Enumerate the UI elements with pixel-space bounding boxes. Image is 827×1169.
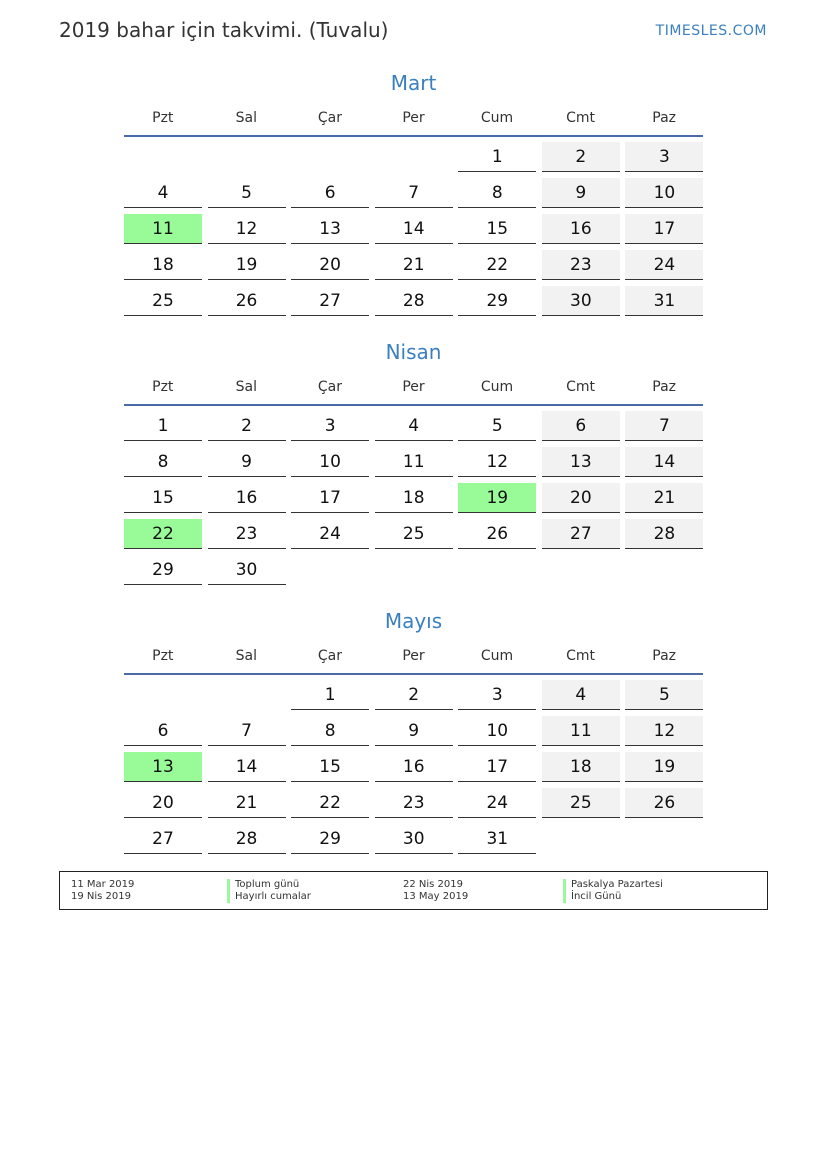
- day-cell: 26: [208, 286, 286, 316]
- day-cell: 2: [542, 142, 620, 172]
- day-cell: 19: [208, 250, 286, 280]
- day-grid: [121, 411, 706, 591]
- day-cell: 29: [291, 824, 369, 854]
- day-cell: 2: [208, 411, 286, 441]
- day-cell: 6: [542, 411, 620, 441]
- legend-color-marker: [227, 891, 230, 903]
- day-cell: 10: [458, 716, 536, 746]
- day-cell: 16: [542, 214, 620, 244]
- day-cell: 26: [458, 519, 536, 549]
- day-cell: 23: [375, 788, 453, 818]
- weekday-label: Pzt: [152, 110, 174, 126]
- weekday-label: Per: [402, 648, 425, 664]
- day-cell: 3: [458, 680, 536, 710]
- day-cell: 31: [625, 286, 703, 316]
- legend-date: 19 Nis 2019: [71, 891, 131, 902]
- month-calendar: [121, 339, 706, 591]
- day-cell: 31: [458, 824, 536, 854]
- day-cell: 29: [458, 286, 536, 316]
- legend-holiday-name: İncil Günü: [571, 891, 622, 902]
- day-cell: 28: [375, 286, 453, 316]
- day-cell: 13: [542, 447, 620, 477]
- weekday-label: Cmt: [566, 379, 596, 395]
- day-cell: 3: [291, 411, 369, 441]
- weekday-label: Cmt: [566, 648, 596, 664]
- weekday-label: Paz: [652, 110, 677, 126]
- day-cell: 1: [124, 411, 202, 441]
- day-cell: 6: [124, 716, 202, 746]
- day-cell: 25: [124, 286, 202, 316]
- day-cell: 30: [375, 824, 453, 854]
- day-cell: 3: [625, 142, 703, 172]
- day-cell: 25: [375, 519, 453, 549]
- day-cell: 14: [375, 214, 453, 244]
- day-cell: 8: [458, 178, 536, 208]
- day-cell: 18: [375, 483, 453, 513]
- day-cell: 9: [208, 447, 286, 477]
- month-title: Mayıs: [384, 609, 443, 633]
- day-cell: 22: [291, 788, 369, 818]
- day-cell: 13: [291, 214, 369, 244]
- day-cell: 21: [375, 250, 453, 280]
- day-cell: 6: [291, 178, 369, 208]
- month-calendar: [121, 70, 706, 322]
- day-cell: 8: [291, 716, 369, 746]
- day-cell: 17: [291, 483, 369, 513]
- holiday-day-cell: 19: [458, 483, 536, 513]
- day-cell: 5: [625, 680, 703, 710]
- day-cell: 23: [542, 250, 620, 280]
- day-cell: 16: [375, 752, 453, 782]
- day-cell: 25: [542, 788, 620, 818]
- holiday-day-cell: 13: [124, 752, 202, 782]
- day-cell: 7: [208, 716, 286, 746]
- day-cell: 24: [625, 250, 703, 280]
- day-cell: 27: [291, 286, 369, 316]
- weekday-label: Cum: [480, 648, 514, 664]
- weekday-label: Paz: [652, 648, 677, 664]
- day-cell: 12: [208, 214, 286, 244]
- month-title: Nisan: [385, 340, 442, 364]
- day-cell: 21: [208, 788, 286, 818]
- day-cell: 10: [291, 447, 369, 477]
- day-cell: 10: [625, 178, 703, 208]
- day-cell: 27: [542, 519, 620, 549]
- day-cell: 17: [625, 214, 703, 244]
- day-cell: 20: [291, 250, 369, 280]
- day-cell: 7: [625, 411, 703, 441]
- day-cell: 2: [375, 680, 453, 710]
- day-cell: 19: [625, 752, 703, 782]
- day-cell: 27: [124, 824, 202, 854]
- day-cell: 28: [208, 824, 286, 854]
- weekday-label: Çar: [317, 379, 342, 395]
- day-cell: 5: [208, 178, 286, 208]
- day-cell: 14: [208, 752, 286, 782]
- header-divider: [124, 404, 703, 406]
- weekday-label: Sal: [235, 648, 258, 664]
- day-grid: [121, 680, 706, 860]
- day-cell: 24: [458, 788, 536, 818]
- day-cell: 21: [625, 483, 703, 513]
- day-cell: 30: [208, 555, 286, 585]
- weekday-label: Cum: [480, 110, 514, 126]
- weekday-header: [121, 106, 706, 130]
- day-cell: 16: [208, 483, 286, 513]
- day-cell: 11: [375, 447, 453, 477]
- day-cell: 9: [375, 716, 453, 746]
- day-cell: 4: [124, 178, 202, 208]
- day-cell: 15: [458, 214, 536, 244]
- legend-holiday-name: Toplum günü: [235, 879, 300, 890]
- day-cell: 26: [625, 788, 703, 818]
- legend-date: 11 Mar 2019: [71, 879, 135, 890]
- day-cell: 8: [124, 447, 202, 477]
- month-calendar: [121, 608, 706, 860]
- weekday-label: Per: [402, 379, 425, 395]
- day-cell: 30: [542, 286, 620, 316]
- day-cell: 1: [458, 142, 536, 172]
- legend-holiday-name: Hayırlı cumalar: [235, 891, 311, 902]
- weekday-label: Sal: [235, 110, 258, 126]
- day-cell: 14: [625, 447, 703, 477]
- holiday-day-cell: 11: [124, 214, 202, 244]
- day-cell: 15: [291, 752, 369, 782]
- weekday-header: [121, 375, 706, 399]
- weekday-label: Cum: [480, 379, 514, 395]
- day-cell: 23: [208, 519, 286, 549]
- legend-color-marker: [563, 879, 566, 891]
- day-cell: 17: [458, 752, 536, 782]
- page-title: 2019 bahar için takvimi. (Tuvalu): [59, 18, 389, 42]
- month-title: Mart: [390, 71, 437, 95]
- day-cell: 4: [375, 411, 453, 441]
- holiday-day-cell: 22: [124, 519, 202, 549]
- legend-color-marker: [563, 891, 566, 903]
- day-cell: 15: [124, 483, 202, 513]
- day-cell: 4: [542, 680, 620, 710]
- weekday-label: Çar: [317, 648, 342, 664]
- weekday-label: Çar: [317, 110, 342, 126]
- weekday-header: [121, 644, 706, 668]
- header-divider: [124, 135, 703, 137]
- weekday-label: Paz: [652, 379, 677, 395]
- day-grid: [121, 142, 706, 322]
- day-cell: 28: [625, 519, 703, 549]
- day-cell: 22: [458, 250, 536, 280]
- legend-color-marker: [227, 879, 230, 891]
- holiday-legend: [59, 871, 768, 910]
- weekday-label: Pzt: [152, 379, 174, 395]
- day-cell: 11: [542, 716, 620, 746]
- brand-link[interactable]: TIMESLES.COM: [655, 23, 767, 39]
- day-cell: 5: [458, 411, 536, 441]
- legend-holiday-name: Paskalya Pazartesi: [571, 879, 663, 890]
- legend-date: 22 Nis 2019: [403, 879, 463, 890]
- day-cell: 12: [458, 447, 536, 477]
- day-cell: 18: [542, 752, 620, 782]
- header-divider: [124, 673, 703, 675]
- day-cell: 20: [124, 788, 202, 818]
- day-cell: 7: [375, 178, 453, 208]
- weekday-label: Per: [402, 110, 425, 126]
- weekday-label: Cmt: [566, 110, 596, 126]
- weekday-label: Sal: [235, 379, 258, 395]
- legend-date: 13 May 2019: [403, 891, 469, 902]
- weekday-label: Pzt: [152, 648, 174, 664]
- day-cell: 24: [291, 519, 369, 549]
- day-cell: 12: [625, 716, 703, 746]
- day-cell: 18: [124, 250, 202, 280]
- day-cell: 20: [542, 483, 620, 513]
- day-cell: 9: [542, 178, 620, 208]
- day-cell: 1: [291, 680, 369, 710]
- day-cell: 29: [124, 555, 202, 585]
